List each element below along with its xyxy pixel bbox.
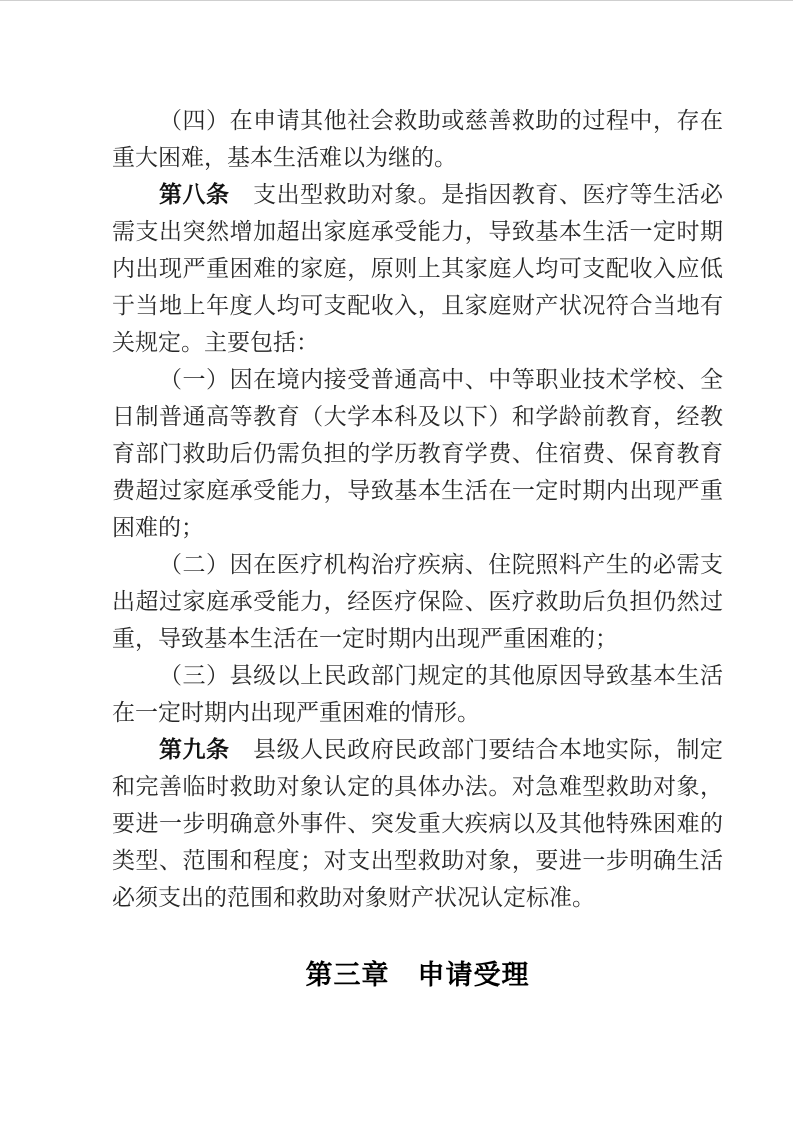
body-line: 在一定时期内出现严重困难的情形。: [112, 700, 480, 725]
chapter-heading: 第三章 申请受理: [305, 960, 530, 990]
body-line: 重大困难，基本生活难以为继的。: [112, 145, 457, 170]
body-line: （二）因在医疗机构治疗疾病、住院照料产生的必需支: [159, 552, 723, 577]
scan-artifact-top-edge: [0, 0, 793, 1]
body-text: [112, 102, 723, 916]
body-line: 和完善临时救助对象认定的具体办法。对急难型救助对象，: [112, 774, 723, 799]
body-line: （一）因在境内接受普通高中、中等职业技术学校、全: [159, 367, 723, 392]
article-number: 第九条: [159, 737, 230, 762]
body-line: 出超过家庭承受能力，经医疗保险、医疗救助后负担仍然过: [112, 589, 723, 614]
body-line: 必须支出的范围和救助对象财产状况认定标准。: [112, 885, 595, 910]
body-line: （四）在申请其他社会救助或慈善救助的过程中，存在: [159, 108, 723, 133]
body-line: 第八条 支出型救助对象。是指因教育、医疗等生活必: [159, 182, 724, 207]
body-line: 育部门救助后仍需负担的学历教育学费、住宿费、保育教育: [112, 441, 723, 466]
article-number: 第八条: [159, 182, 230, 207]
body-line: 需支出突然增加超出家庭承受能力，导致基本生活一定时期: [112, 219, 723, 244]
body-line: 内出现严重困难的家庭，原则上其家庭人均可支配收入应低: [112, 256, 723, 281]
body-line: 类型、范围和程度；对支出型救助对象，要进一步明确生活: [112, 848, 723, 873]
document-content: [112, 102, 723, 994]
body-line: 重，导致基本生活在一定时期内出现严重困难的；: [112, 626, 618, 651]
body-line: 关规定。主要包括：: [112, 330, 319, 355]
body-line: 困难的；: [112, 515, 204, 540]
body-line: 要进一步明确意外事件、突发重大疾病以及其他特殊困难的: [112, 811, 723, 836]
body-line: 日制普通高等教育（大学本科及以下）和学龄前教育，经教: [112, 404, 723, 429]
body-line: 于当地上年度人均可支配收入，且家庭财产状况符合当地有: [112, 293, 723, 318]
body-line: 费超过家庭承受能力，导致基本生活在一定时期内出现严重: [112, 478, 723, 503]
body-line: 第九条 县级人民政府民政部门要结合本地实际，制定: [159, 737, 724, 762]
body-line: （三）县级以上民政部门规定的其他原因导致基本生活: [159, 663, 723, 688]
